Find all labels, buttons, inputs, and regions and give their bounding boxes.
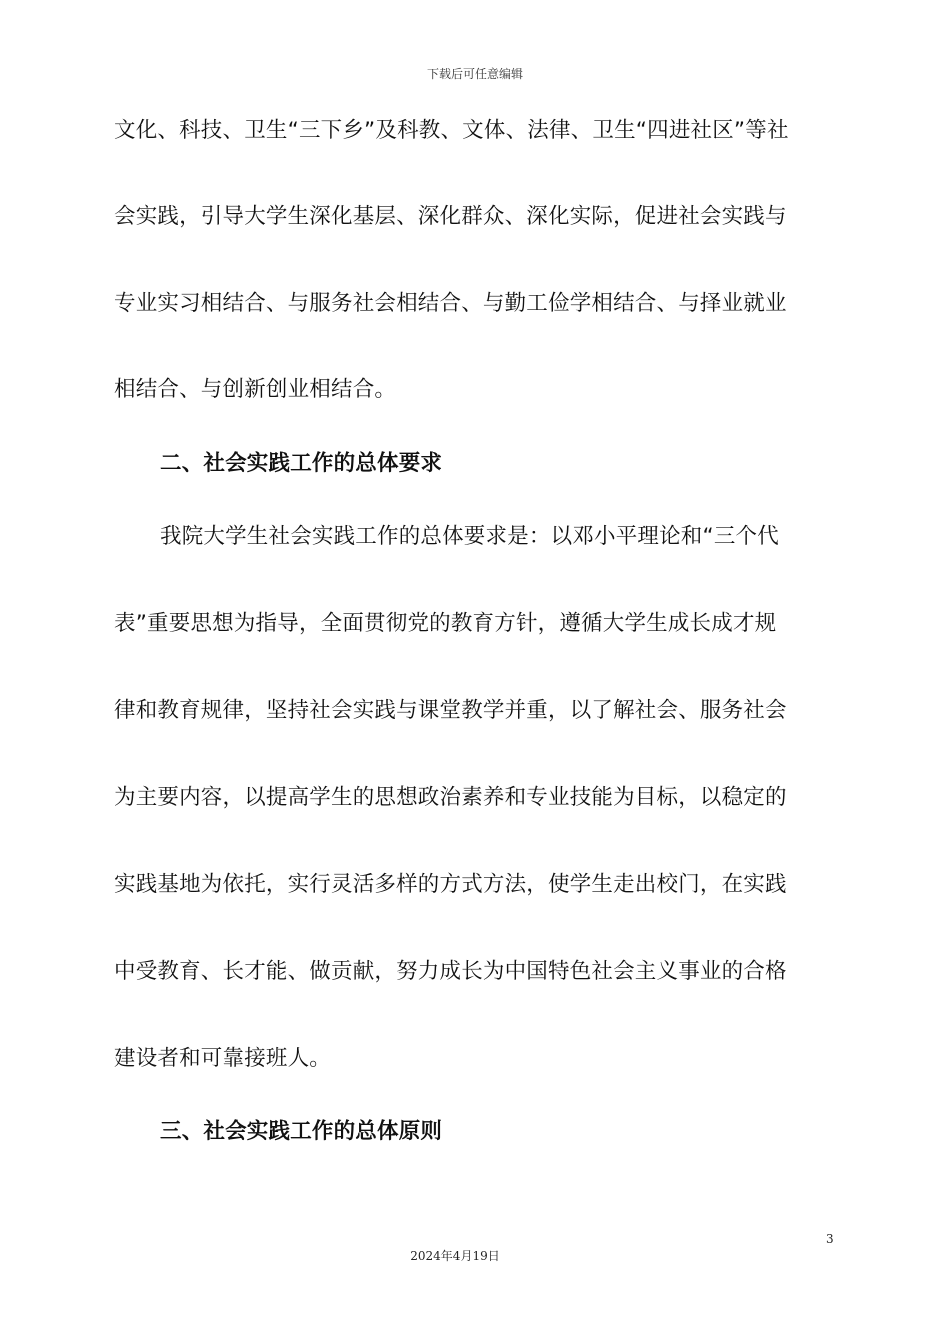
section2-line-1: 我院大学生社会实践工作的总体要求是：以邓小平理论和“三个代	[160, 524, 779, 549]
body-line-2: 会实践，引导大学生深化基层、深化群众、深化实际，促进社会实践与	[114, 204, 787, 229]
section2-line-3: 律和教育规律，坚持社会实践与课堂教学并重，以了解社会、服务社会	[114, 698, 787, 723]
section2-line-2: 表”重要思想为指导，全面贯彻党的教育方针，遵循大学生成长成才规	[114, 611, 777, 636]
page-header: 下载后可任意编辑	[426, 67, 523, 81]
body-line-3: 专业实习相结合、与服务社会相结合、与勤工俭学相结合、与择业就业	[114, 291, 787, 316]
page-number: 3	[826, 1232, 834, 1246]
body-line-1: 文化、科技、卫生“三下乡”及科教、文体、法律、卫生“四进社区”等社	[114, 118, 789, 143]
section2-line-4: 为主要内容，以提高学生的思想政治素养和专业技能为目标，以稳定的	[114, 785, 787, 810]
footer-date: 2024年4月19日	[410, 1249, 500, 1263]
section-heading-2: 二、社会实践工作的总体要求	[160, 451, 443, 476]
section2-line-7: 建设者和可靠接班人。	[114, 1046, 332, 1071]
section2-line-5: 实践基地为依托，实行灵活多样的方式方法，使学生走出校门，在实践	[114, 872, 787, 897]
section2-line-6: 中受教育、长才能、做贡献，努力成长为中国特色社会主义事业的合格	[114, 959, 787, 984]
section-heading-3: 三、社会实践工作的总体原则	[160, 1119, 443, 1144]
body-line-4: 相结合、与创新创业相结合。	[114, 377, 397, 402]
